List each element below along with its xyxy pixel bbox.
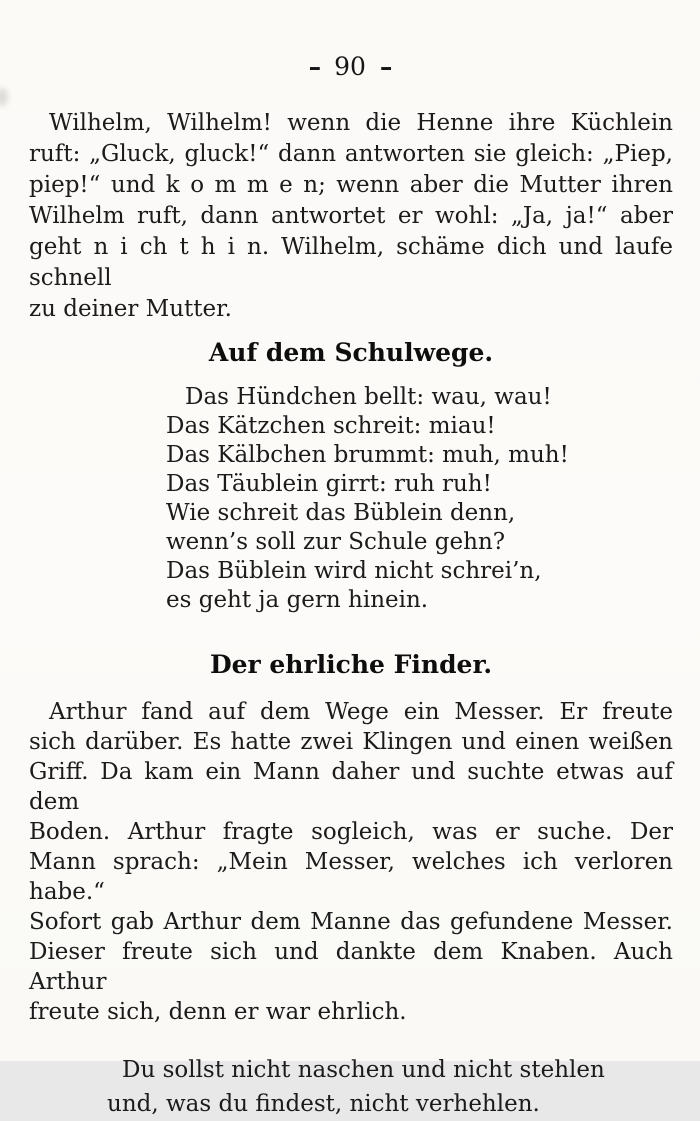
text-line: Arthur fand auf dem Wege ein Messer. Er freute [49,699,673,725]
poem-line: es geht ja gern hinein. [166,587,429,613]
couplet-line: und, was du findest, nicht verhehlen. [107,1091,540,1117]
page-header [0,0,700,82]
text-line: Wilhelm, Wilhelm! wenn die Henne ihre Küchlein [49,110,673,136]
page-content [0,108,700,1121]
poem-line: Wie schreit das Büblein denn, [166,500,516,526]
text-line: freute sich, denn er war ehrlich. [29,999,407,1025]
header-dash-right: – [379,52,392,81]
text-line: Wilhelm ruft, dann antwortet er wohl: „Ja, ja!“ aber [29,203,673,229]
text-line: Dieser freute sich und dankte dem Knaben. Auch Arthur [29,939,673,995]
text-line: piep!“ und k o m m e n; wenn aber die Mutter ihren [29,172,673,198]
text-line: Sofort gab Arthur dem Manne das gefundene Messer. [29,909,673,935]
section-title-schulwege: Auf dem Schulwege. [208,338,494,367]
text-line: Griff. Da kam ein Mann daher und suchte etwas auf dem [29,759,673,815]
poem-line: Das Täublein girrt: ruh ruh! [166,471,492,497]
poem-line: wenn’s soll zur Schule gehn? [166,529,506,555]
poem-line: Das Kälbchen brummt: muh, muh! [166,442,569,468]
moral-couplet [29,1053,673,1121]
text-line: Boden. Arthur fragte sogleich, was er suche. Der [29,819,673,845]
text-line: geht n i ch t h i n. Wilhelm, schäme dich und laufe schnell [29,234,673,291]
scan-smudge [0,88,8,106]
paragraph-finder [29,697,673,1027]
text-line: sich darüber. Es hatte zwei Klingen und einen weißen [29,729,673,755]
text-line: Mann sprach: „Mein Messer, welches ich verloren habe.“ [29,849,673,905]
section-title-finder: Der ehrliche Finder. [209,650,493,679]
couplet-line: Du sollst nicht naschen und nicht stehlen [122,1057,605,1083]
text-line: zu deiner Mutter. [29,296,232,322]
poem-schulwege [29,383,673,615]
text-line: ruft: „Gluck, gluck!“ dann antworten sie gleich: „Piep, [29,141,673,167]
poem-line: Das Kätzchen schreit: miau! [166,413,496,439]
page-number: 90 [334,52,366,81]
paragraph-wilhelm [29,108,673,325]
header-dash-left: – [308,52,321,81]
poem-line: Das Büblein wird nicht schrei’n, [166,558,542,584]
poem-line: Das Hündchen bellt: wau, wau! [185,384,552,410]
